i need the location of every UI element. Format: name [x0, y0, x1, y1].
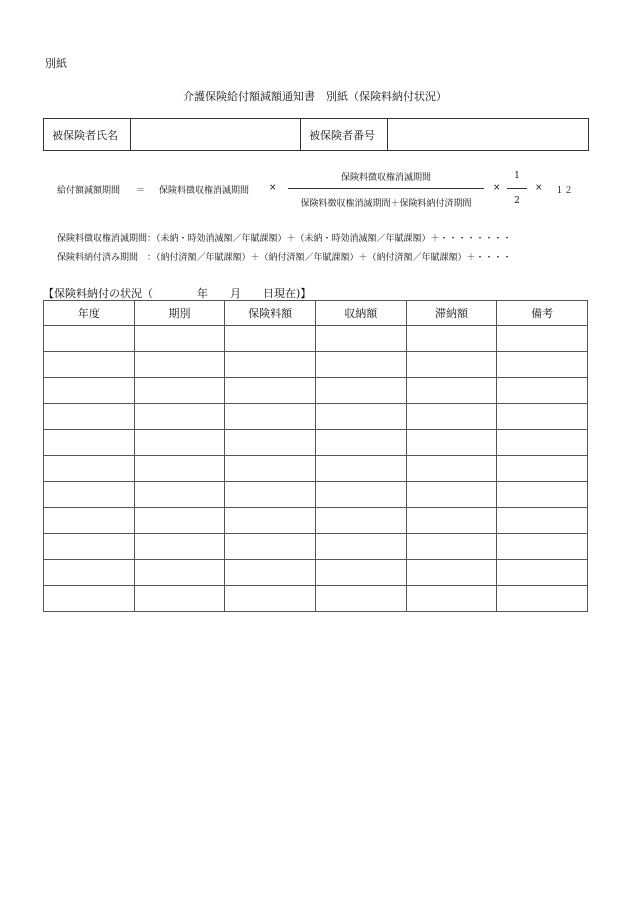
- table-cell[interactable]: [406, 534, 497, 560]
- table-cell[interactable]: [497, 326, 588, 352]
- attachment-label: 別紙: [45, 57, 67, 70]
- table-cell[interactable]: [406, 378, 497, 404]
- column-header-collected-amount: 収納額: [315, 301, 406, 326]
- table-cell[interactable]: [406, 482, 497, 508]
- formula-numerator: 保険料徴収権消滅期間: [340, 173, 431, 183]
- table-row: [44, 456, 588, 482]
- table-cell[interactable]: [497, 404, 588, 430]
- table-cell[interactable]: [44, 352, 135, 378]
- half-denominator: 2: [514, 196, 520, 206]
- table-cell[interactable]: [44, 508, 135, 534]
- table-cell[interactable]: [225, 378, 316, 404]
- document-title: 介護保険給付額減額通知書 別紙（保険料納付状況）: [183, 90, 447, 103]
- table-cell[interactable]: [497, 430, 588, 456]
- table-cell[interactable]: [44, 482, 135, 508]
- table-row: [44, 430, 588, 456]
- insured-name-label: 被保険者氏名: [44, 119, 131, 151]
- insured-name-field[interactable]: [131, 119, 301, 151]
- table-cell[interactable]: [497, 534, 588, 560]
- table-cell[interactable]: [134, 586, 225, 612]
- formula-times2: ×: [493, 183, 501, 193]
- table-cell[interactable]: [497, 508, 588, 534]
- table-cell[interactable]: [315, 560, 406, 586]
- table-cell[interactable]: [315, 430, 406, 456]
- table-cell[interactable]: [44, 560, 135, 586]
- table-cell[interactable]: [134, 482, 225, 508]
- table-row: [44, 378, 588, 404]
- table-cell[interactable]: [406, 352, 497, 378]
- table-cell[interactable]: [315, 404, 406, 430]
- table-cell[interactable]: [497, 456, 588, 482]
- table-cell[interactable]: [315, 586, 406, 612]
- fraction-bar: [288, 188, 484, 189]
- table-cell[interactable]: [225, 482, 316, 508]
- formula-equals: ＝: [136, 186, 146, 196]
- table-cell[interactable]: [225, 326, 316, 352]
- table-cell[interactable]: [497, 560, 588, 586]
- table-cell[interactable]: [134, 534, 225, 560]
- definition-text: （未納・時効消滅額／年賦課額）＋（未納・時効消滅額／年賦課額）＋・・・・・・・・: [156, 234, 512, 244]
- table-cell[interactable]: [225, 508, 316, 534]
- column-header-arrears-amount: 滞納額: [406, 301, 497, 326]
- table-cell[interactable]: [497, 352, 588, 378]
- table-cell[interactable]: [225, 430, 316, 456]
- table-cell[interactable]: [497, 378, 588, 404]
- table-cell[interactable]: [134, 430, 225, 456]
- table-cell[interactable]: [315, 352, 406, 378]
- table-cell[interactable]: [406, 404, 497, 430]
- status-heading: 【保険料納付の状況（ 年 月 日現在)】: [43, 287, 312, 300]
- table-cell[interactable]: [225, 456, 316, 482]
- table-cell[interactable]: [225, 534, 316, 560]
- table-cell[interactable]: [406, 508, 497, 534]
- half-fraction-bar: [507, 188, 527, 189]
- table-cell[interactable]: [225, 586, 316, 612]
- table-cell[interactable]: [497, 482, 588, 508]
- definition-label: 保険料納付済み期間 ：: [57, 253, 157, 263]
- formula-times3: ×: [535, 183, 543, 193]
- table-cell[interactable]: [315, 482, 406, 508]
- definition-text: （納付済額／年賦課額）＋（納付済額／年賦課額）＋（納付済額／年賦課額）＋・・・・: [156, 253, 512, 263]
- table-row: [44, 508, 588, 534]
- insured-number-field[interactable]: [388, 119, 589, 151]
- table-cell[interactable]: [44, 586, 135, 612]
- definition-paid-period: [57, 250, 512, 263]
- column-header-premium-amount: 保険料額: [225, 301, 316, 326]
- table-cell[interactable]: [315, 456, 406, 482]
- table-row: [44, 534, 588, 560]
- payment-status-table: [43, 300, 588, 612]
- insured-info-table: [43, 118, 589, 151]
- table-cell[interactable]: [315, 326, 406, 352]
- definition-label: 保険料徴収権消滅期間：: [57, 234, 157, 244]
- table-cell[interactable]: [44, 326, 135, 352]
- column-header-period: 期別: [134, 301, 225, 326]
- table-cell[interactable]: [225, 352, 316, 378]
- definition-extinct-period: [57, 231, 512, 244]
- table-cell[interactable]: [44, 404, 135, 430]
- table-row: [44, 560, 588, 586]
- table-cell[interactable]: [225, 404, 316, 430]
- table-cell[interactable]: [406, 456, 497, 482]
- column-header-remarks: 備考: [497, 301, 588, 326]
- insured-number-label: 被保険者番号: [301, 119, 388, 151]
- table-cell[interactable]: [315, 378, 406, 404]
- table-cell[interactable]: [406, 326, 497, 352]
- table-cell[interactable]: [134, 326, 225, 352]
- table-row: [44, 352, 588, 378]
- table-cell[interactable]: [134, 456, 225, 482]
- table-cell[interactable]: [134, 404, 225, 430]
- table-cell[interactable]: [134, 352, 225, 378]
- table-cell[interactable]: [406, 430, 497, 456]
- formula-term1: 保険料徴収権消滅期間: [159, 186, 250, 196]
- table-cell[interactable]: [134, 508, 225, 534]
- table-cell[interactable]: [134, 378, 225, 404]
- formula-twelve: １２: [555, 186, 574, 196]
- table-cell[interactable]: [406, 560, 497, 586]
- table-cell[interactable]: [44, 456, 135, 482]
- table-row: [44, 326, 588, 352]
- table-row: [44, 404, 588, 430]
- table-cell[interactable]: [134, 560, 225, 586]
- column-header-fiscal-year: 年度: [44, 301, 135, 326]
- table-cell[interactable]: [315, 534, 406, 560]
- table-row: [44, 586, 588, 612]
- half-numerator: 1: [514, 171, 520, 181]
- table-row: [44, 482, 588, 508]
- table-cell[interactable]: [497, 586, 588, 612]
- table-cell[interactable]: [44, 430, 135, 456]
- table-cell[interactable]: [225, 560, 316, 586]
- table-cell[interactable]: [406, 586, 497, 612]
- table-cell[interactable]: [315, 508, 406, 534]
- table-cell[interactable]: [44, 378, 135, 404]
- formula-lhs: 給付額減額期間: [57, 186, 121, 196]
- formula-times: ×: [269, 183, 277, 193]
- formula-denominator: 保険料徴収権消滅期間＋保険料納付済期間: [300, 199, 472, 209]
- table-cell[interactable]: [44, 534, 135, 560]
